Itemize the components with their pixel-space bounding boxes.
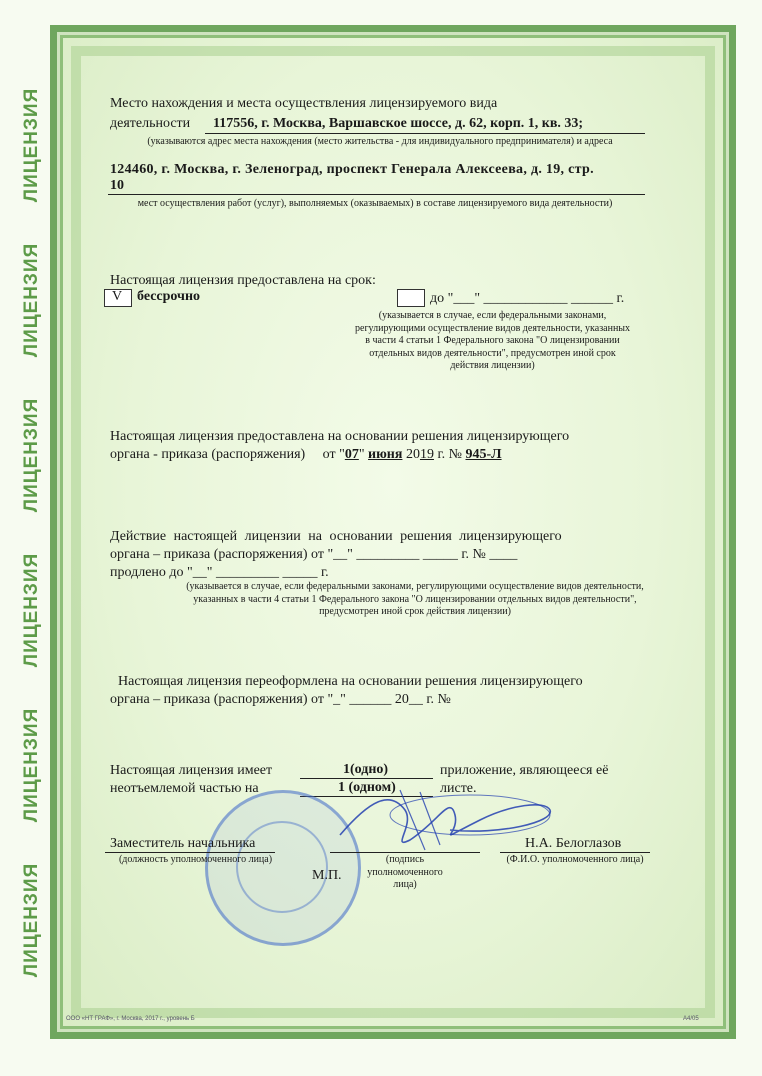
underline	[300, 778, 433, 779]
side-word: ЛИЦЕНЗИЯ	[21, 552, 43, 668]
appendix-line-1-suffix: приложение, являющееся её	[440, 763, 609, 778]
reissue-line-2: органа – приказа (распоряжения) от "_" ______ 20__ г. №	[110, 692, 451, 707]
side-word: ЛИЦЕНЗИЯ	[21, 862, 43, 978]
check-mark: V	[112, 289, 123, 304]
term-until: до "___" ____________ ______ г.	[430, 291, 625, 306]
extension-line-1: Действие настоящей лицензии на основании решения лицензирующего	[110, 529, 562, 544]
appendix-line-2-prefix: неотъемлемой частью на	[110, 781, 259, 796]
underline	[205, 133, 645, 134]
appendix-line-1-prefix: Настоящая лицензия имеет	[110, 763, 273, 778]
underline	[500, 852, 650, 853]
name-caption: (Ф.И.О. уполномоченного лица)	[506, 854, 644, 865]
term-checkbox	[397, 289, 425, 307]
signature-caption: (подпись уполномоченного лица)	[367, 854, 443, 890]
address-label: деятельности	[110, 116, 191, 131]
appendix-sheets: 1 (одном)	[338, 780, 396, 795]
side-word: ЛИЦЕНЗИЯ	[21, 87, 43, 203]
basis-month: июня	[368, 447, 403, 462]
basis-day: 07	[344, 447, 359, 462]
indefinite-label: бессрочно	[137, 289, 201, 304]
extension-caption: (указывается в случае, если федеральными законами, регулирующими осуществление видов деятельности, указанных в части 4 статьи 1 Федерального закона "О лицензировании отдельных видов деятельности", предусмотрен иной срок действия лицензии)	[186, 581, 644, 617]
basis-line-1: Настоящая лицензия предоставлена на основании решения лицензирующего	[110, 429, 570, 444]
term-caption: (указывается в случае, если федеральными законами, регулирующими осуществление видов деятельности, указанных в части 4 статьи 1 Федерального закона "О лицензировании отдельных видов деятельности", предусмотрен иной срок действия лицензии)	[355, 310, 631, 371]
basis-number: 945-Л	[465, 447, 502, 462]
signer-position: Заместитель начальника	[110, 836, 256, 851]
basis-line-2: органа - приказа (распоряжения) от "07" июня 2019 г. № 945-Л	[110, 447, 502, 462]
appendix-line-2-suffix: листе.	[440, 781, 477, 796]
address-caption-2: мест осуществления работ (услуг), выполняемых (оказываемых) в составе лицензируемого вида деятельности)	[137, 198, 613, 209]
underline	[330, 852, 480, 853]
indefinite-checkbox	[104, 289, 132, 307]
side-word: ЛИЦЕНЗИЯ	[21, 707, 43, 823]
signer-name: Н.А. Белоглазов	[525, 836, 622, 851]
appendix-count: 1(одно)	[343, 762, 389, 777]
side-strip	[18, 70, 46, 1000]
reissue-line-1: Настоящая лицензия переоформлена на основании решения лицензирующего	[118, 674, 583, 689]
side-word: ЛИЦЕНЗИЯ	[21, 242, 43, 358]
form-code: А4/05	[683, 1016, 699, 1022]
address-value-2: 124460, г. Москва, г. Зеленоград, проспект Генерала Алексеева, д. 19, стр.	[110, 162, 594, 177]
extension-line-2: органа – приказа (распоряжения) от "__" _________ _____ г. № ____	[110, 547, 518, 562]
address-caption-1: (указываются адрес места нахождения (место жительства - для индивидуального предпринимателя) и адреса	[147, 136, 613, 147]
address-value-2b: 10	[110, 178, 124, 193]
address-value-1: 117556, г. Москва, Варшавское шоссе, д. 62, корп. 1, кв. 33;	[213, 116, 584, 131]
seal-label: М.П.	[312, 868, 342, 883]
term-heading: Настоящая лицензия предоставлена на срок:	[110, 273, 376, 288]
position-caption: (должность уполномоченного лица)	[118, 854, 273, 865]
underline	[108, 194, 645, 195]
side-word: ЛИЦЕНЗИЯ	[21, 397, 43, 513]
printer-info: ООО «НТ ГРАФ», г. Москва, 2017 г., уровень Б	[66, 1016, 195, 1022]
underline	[105, 852, 275, 853]
address-heading: Место нахождения и места осуществления лицензируемого вида	[110, 96, 498, 111]
extension-line-3: продлено до "__" _________ _____ г.	[110, 565, 329, 580]
